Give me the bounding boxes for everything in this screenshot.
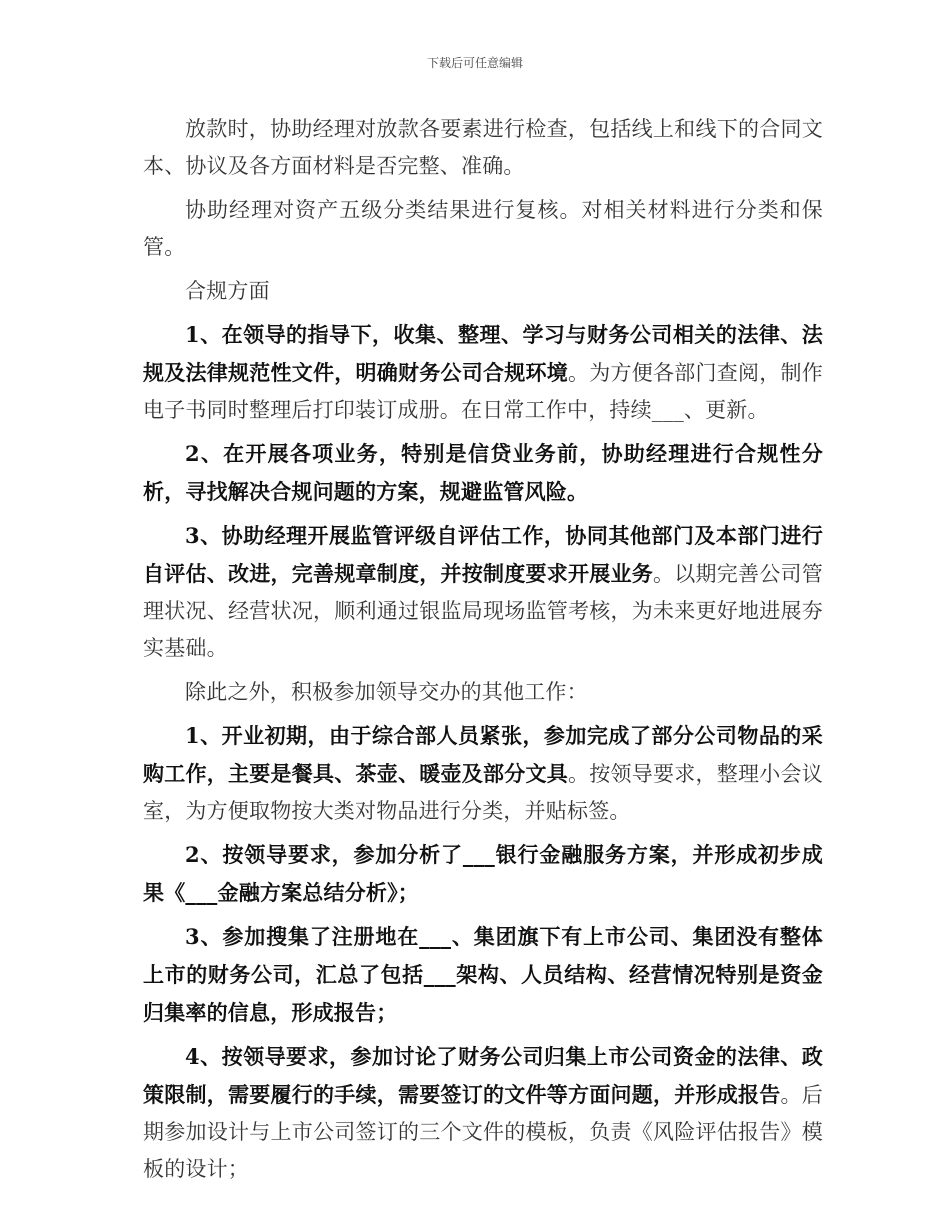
paragraph-compliance-2: 2、在开展各项业务，特别是信贷业务前，协助经理进行合规性分析，寻找解决合规问题的方案，规避监管风险。 (143, 441, 823, 504)
paragraph-1: 放款时，协助经理对放款各要素进行检查，包括线上和线下的合同文本、协议及各方面材料是否完整、准确。 (143, 117, 823, 178)
paragraph-other-1: 1、开业初期，由于综合部人员紧张，参加完成了部分公司物品的采购工作，主要是餐具、茶壶、暖壶及部分文具。按领导要求，整理小会议室，为方便取物按大类对物品进行分类，并贴标签。 (143, 723, 823, 823)
paragraph-other-4: 4、按领导要求，参加讨论了财务公司归集上市公司资金的法律、政策限制，需要履行的手续，需要签订的文件等方面问题，并形成报告。后期参加设计与上市公司签订的三个文件的模板，负责《风险评估报告》模板的设计； (143, 1044, 823, 1181)
paragraph-other-3: 3、参加搜集了注册地在___、集团旗下有上市公司、集团没有整体上市的财务公司，汇总了包括___架构、人员结构、经营情况特别是资金归集率的信息，形成报告； (143, 924, 823, 1025)
paragraph-compliance-1: 1、在领导的指导下，收集、整理、学习与财务公司相关的法律、法规及法律规范性文件，明确财务公司合规环境。为方便各部门查阅，制作电子书同时整理后打印装订成册。在日常工作中，持续___、更新。 (143, 322, 823, 422)
paragraph-2: 协助经理对资产五级分类结果进行复核。对相关材料进行分类和保管。 (143, 198, 823, 259)
page-header: 下载后可任意编辑 (426, 56, 523, 70)
paragraph-compliance-3: 3、协助经理开展监管评级自评估工作，协同其他部门及本部门进行自评估、改进，完善规章制度，并按制度要求开展业务。以期完善公司管理状况、经营状况，顺利通过银监局现场监管考核，为未来更好地进展夯实基础。 (143, 523, 823, 660)
section-heading-compliance: 合规方面 (185, 279, 270, 303)
paragraph-other-2: 2、按领导要求，参加分析了___银行金融服务方案，并形成初步成果《___金融方案总结分析》； (143, 842, 823, 905)
document-body (143, 110, 823, 1194)
paragraph-other-work-intro: 除此之外，积极参加领导交办的其他工作： (185, 680, 588, 704)
